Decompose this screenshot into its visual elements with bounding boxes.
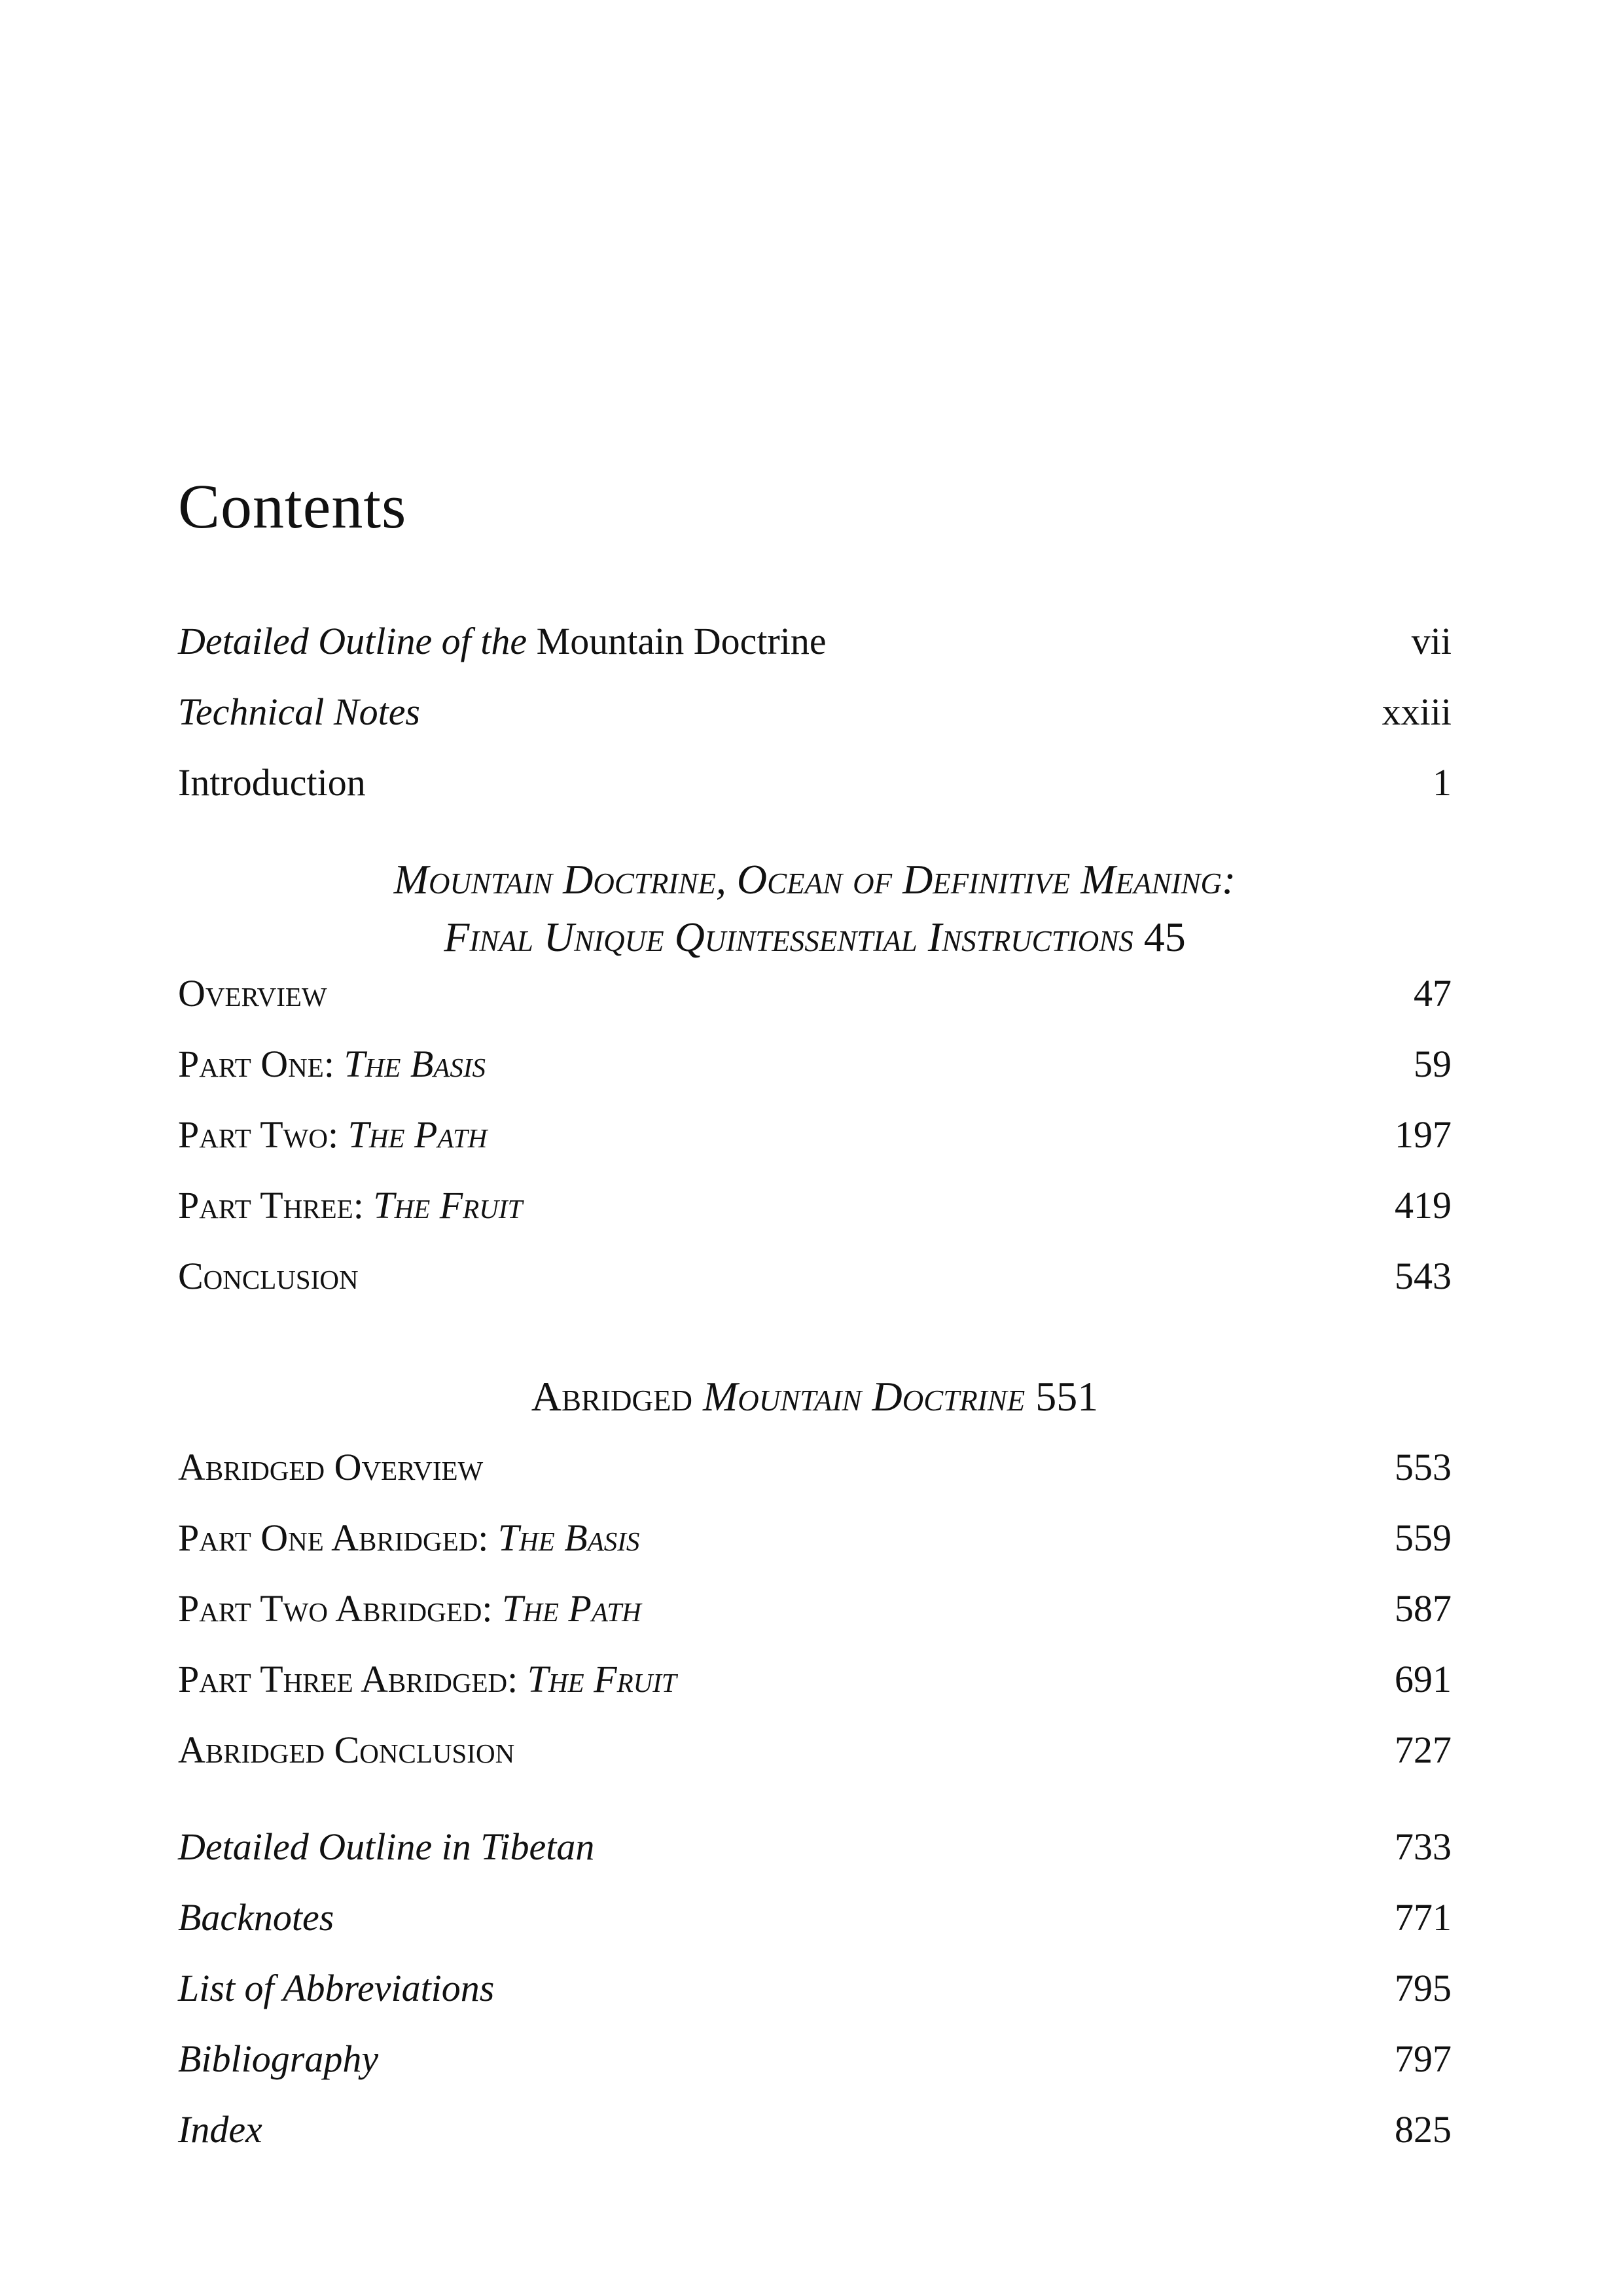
toc-entry-label: Part One: The Basis — [178, 1043, 486, 1085]
page-title: Contents — [178, 471, 407, 541]
toc-entry-page: 197 — [1395, 1113, 1452, 1156]
toc-entry-page: 553 — [1395, 1446, 1452, 1488]
toc-entry-label: Conclusion — [178, 1255, 359, 1297]
section-heading-line: Mountain Doctrine, Ocean of Definitive Meaning: — [393, 856, 1236, 903]
toc-entry[interactable] — [178, 1821, 1452, 1873]
toc-entry[interactable] — [178, 2033, 1452, 2085]
toc-entry[interactable] — [178, 967, 1452, 1020]
section-heading[interactable] — [178, 1368, 1452, 1426]
section-heading[interactable] — [178, 851, 1452, 966]
toc-entry-page: 1 — [1433, 761, 1452, 804]
toc-entry[interactable] — [178, 615, 1452, 668]
toc-entry-page: 419 — [1395, 1184, 1452, 1227]
section-heading-line: Abridged Mountain Doctrine 551 — [531, 1373, 1099, 1420]
toc-entry[interactable] — [178, 1512, 1452, 1564]
toc-entry-label: Abridged Conclusion — [178, 1729, 515, 1771]
toc-entry-page: vii — [1411, 620, 1452, 662]
toc-entry-page: 771 — [1395, 1896, 1452, 1939]
toc-entry-page: xxiii — [1382, 691, 1452, 733]
toc-entry-label: Index — [178, 2108, 262, 2151]
toc-entry-label: Technical Notes — [178, 691, 421, 733]
section-heading-line: Final Unique Quintessential Instructions 45 — [444, 914, 1186, 960]
toc-entry-page: 47 — [1414, 972, 1452, 1014]
toc-entry-label: Bibliography — [178, 2037, 379, 2080]
toc-entry[interactable] — [178, 1892, 1452, 1944]
toc-entry[interactable] — [178, 686, 1452, 738]
toc-entry-label: Part Three Abridged: The Fruit — [178, 1658, 677, 1700]
toc-entry-label: Part One Abridged: The Basis — [178, 1516, 640, 1559]
toc-entry-label: Detailed Outline in Tibetan — [178, 1825, 595, 1868]
toc-entry-label: Part Three: The Fruit — [178, 1184, 523, 1227]
toc-entry[interactable] — [178, 1109, 1452, 1161]
toc-entry-page: 543 — [1395, 1255, 1452, 1297]
toc-entry-page: 727 — [1395, 1729, 1452, 1771]
toc-entry-label: Part Two: The Path — [178, 1113, 488, 1156]
toc-entry[interactable] — [178, 1179, 1452, 1232]
toc-entry[interactable] — [178, 1962, 1452, 2015]
toc-entry[interactable] — [178, 1038, 1452, 1090]
toc-entry-page: 797 — [1395, 2037, 1452, 2080]
section-heading-page: 551 — [1035, 1373, 1099, 1420]
toc-entry-page: 59 — [1414, 1043, 1452, 1085]
toc-entry-label: Introduction — [178, 761, 366, 804]
toc-entry-label: Backnotes — [178, 1896, 334, 1939]
section-heading-page: 45 — [1143, 914, 1186, 960]
toc-entry-label: Overview — [178, 972, 327, 1014]
toc-entry[interactable] — [178, 1441, 1452, 1494]
toc-entry-page: 825 — [1395, 2108, 1452, 2151]
toc-entry-page: 559 — [1395, 1516, 1452, 1559]
toc-entry-label: Abridged Overview — [178, 1446, 484, 1488]
toc-entry[interactable] — [178, 1583, 1452, 1635]
toc-entry[interactable] — [178, 1724, 1452, 1776]
toc-entry-label: Part Two Abridged: The Path — [178, 1587, 641, 1630]
toc-entry-page: 795 — [1395, 1967, 1452, 2009]
toc-entry-page: 733 — [1395, 1825, 1452, 1868]
toc-entry[interactable] — [178, 1250, 1452, 1302]
toc-entry[interactable] — [178, 2104, 1452, 2156]
toc-entry[interactable] — [178, 757, 1452, 809]
toc-entry-label: List of Abbreviations — [178, 1967, 495, 2009]
toc-entry-page: 587 — [1395, 1587, 1452, 1630]
toc-entry-label: Detailed Outline of the Mountain Doctrine — [178, 620, 827, 662]
toc-entry-page: 691 — [1395, 1658, 1452, 1700]
toc-entry[interactable] — [178, 1653, 1452, 1706]
